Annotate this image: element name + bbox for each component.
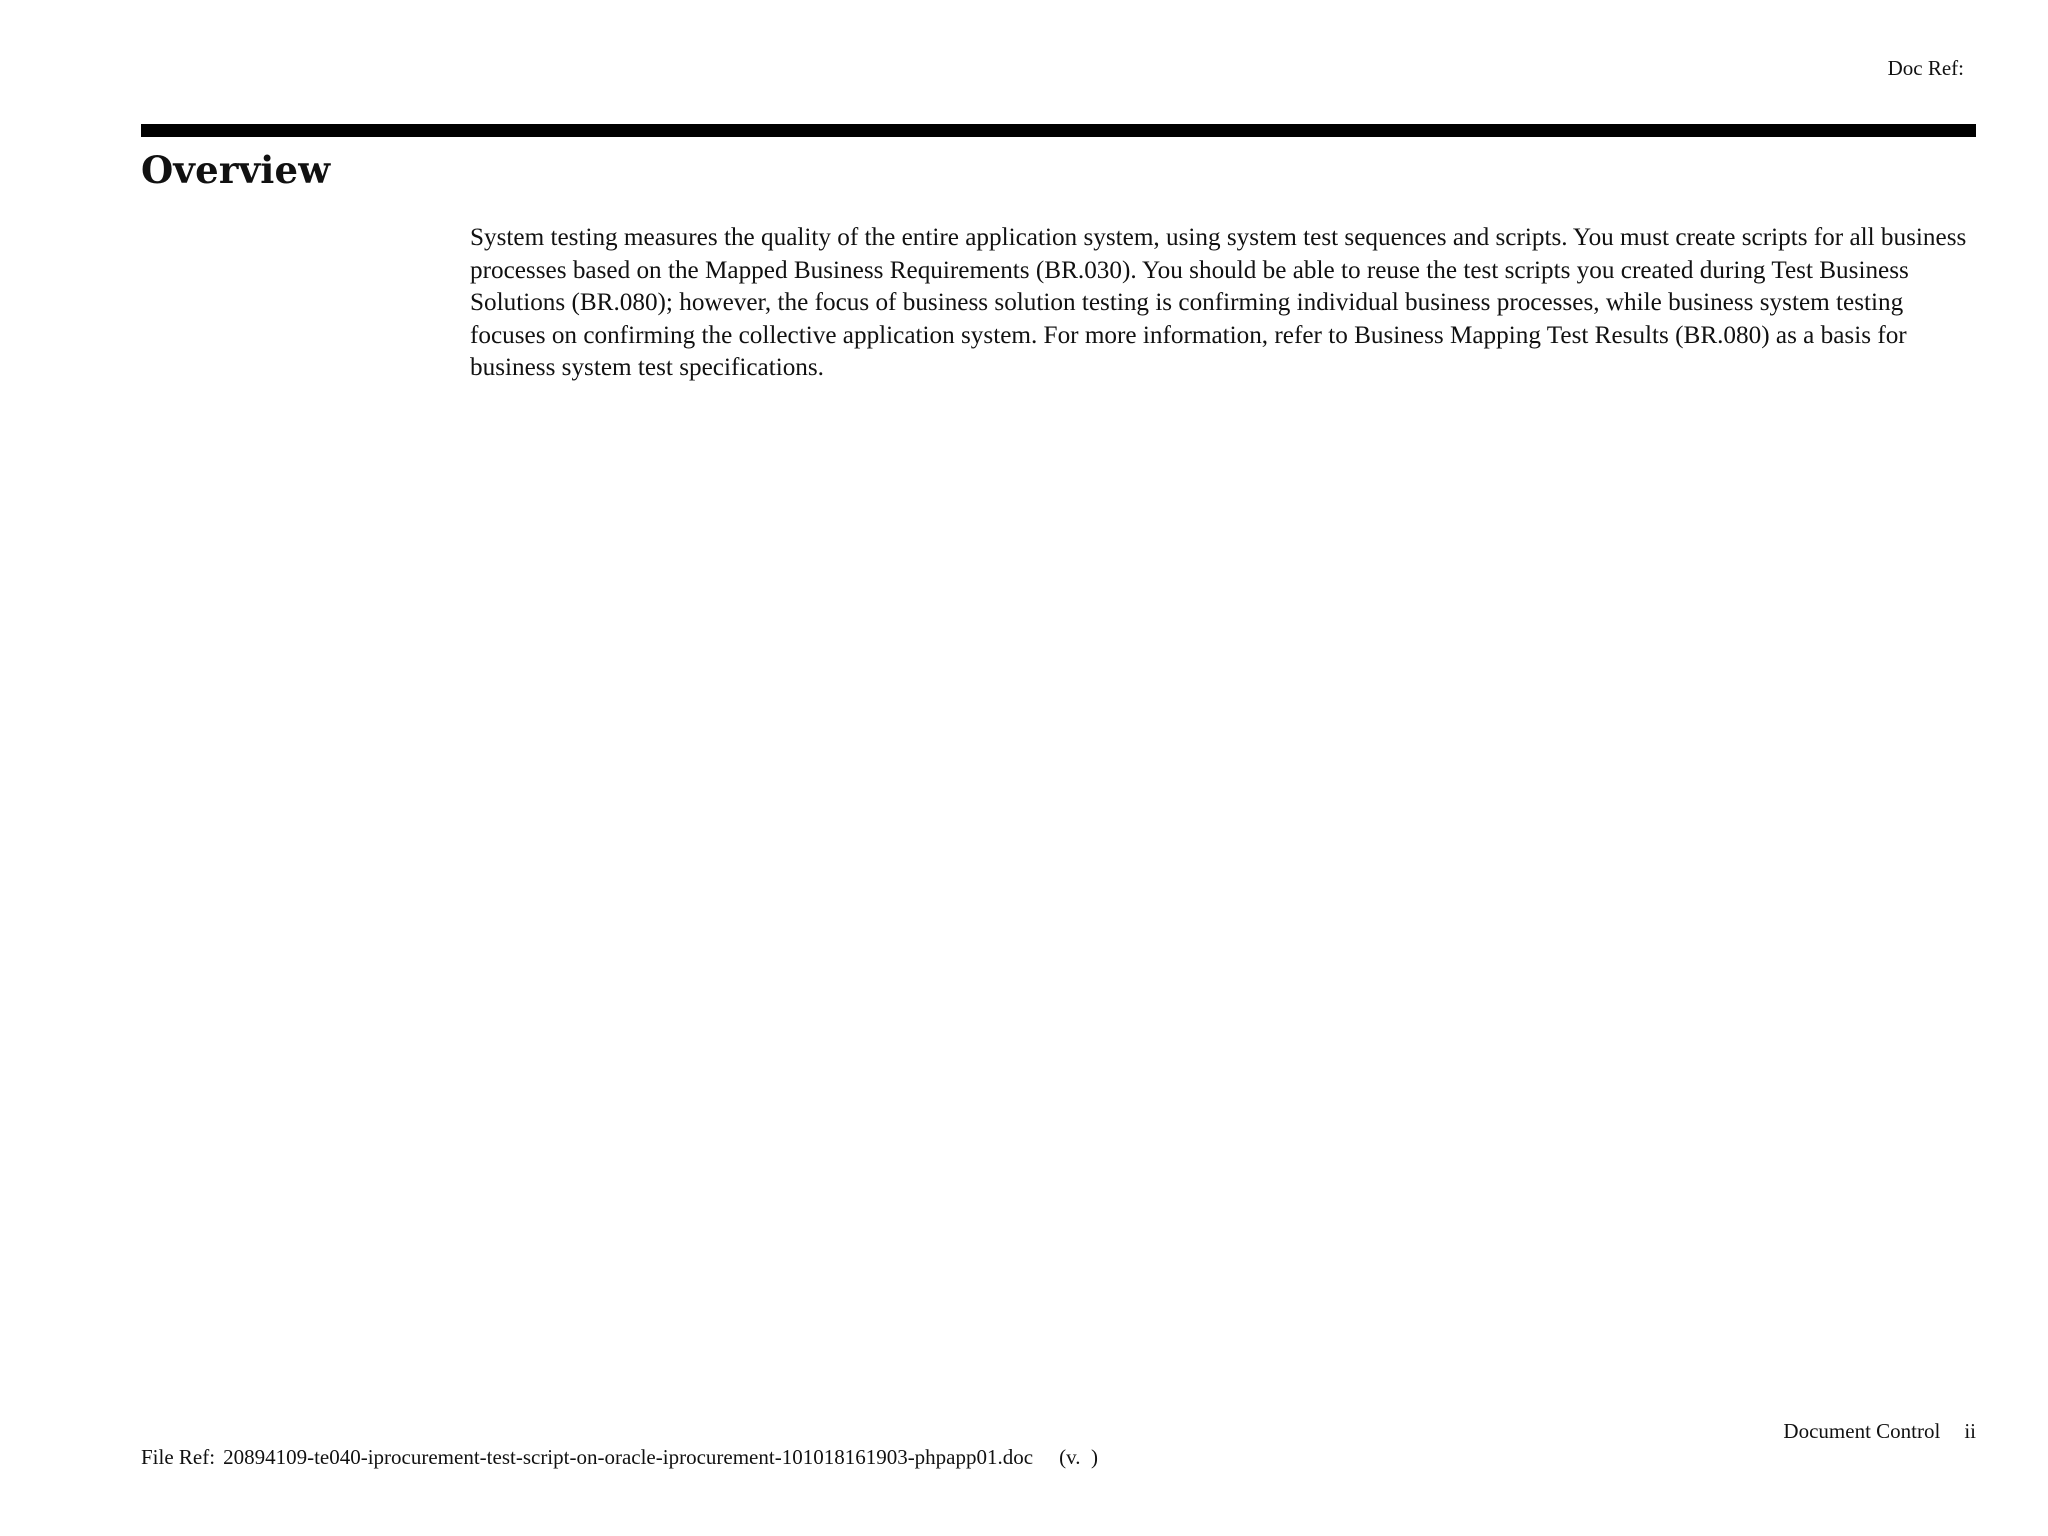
- file-ref-version: (v. ): [1059, 1445, 1098, 1469]
- footer-page-number: ii: [1964, 1419, 1976, 1443]
- footer-section-name: Document Control: [1783, 1419, 1941, 1443]
- section-body-paragraph: System testing measures the quality of the entire application system, using system test sequences and scripts. You must create scripts for all business processes based on the Mapped Business Requirements (BR.030). You should be able to reuse the test scripts you created during Test Business Solutions (BR.080); however, the focus of business solution testing is confirming individual business processes, while business system testing focuses on confirming the collective application system. For more information, refer to Business Mapping Test Results (BR.080) as a basis for business system test specifications.: [470, 224, 1967, 381]
- doc-ref-label: Doc Ref:: [1887, 56, 1964, 80]
- footer-page-info: [1783, 1419, 1976, 1444]
- header-rule: [141, 124, 1976, 137]
- file-ref-filename: 20894109-te040-iprocurement-test-script-on-oracle-iprocurement-101018161903-phpapp01.doc: [223, 1445, 1034, 1469]
- section-title: Overview: [141, 148, 331, 192]
- file-ref-label: File Ref:: [141, 1445, 216, 1469]
- footer-file-ref: [141, 1445, 1098, 1470]
